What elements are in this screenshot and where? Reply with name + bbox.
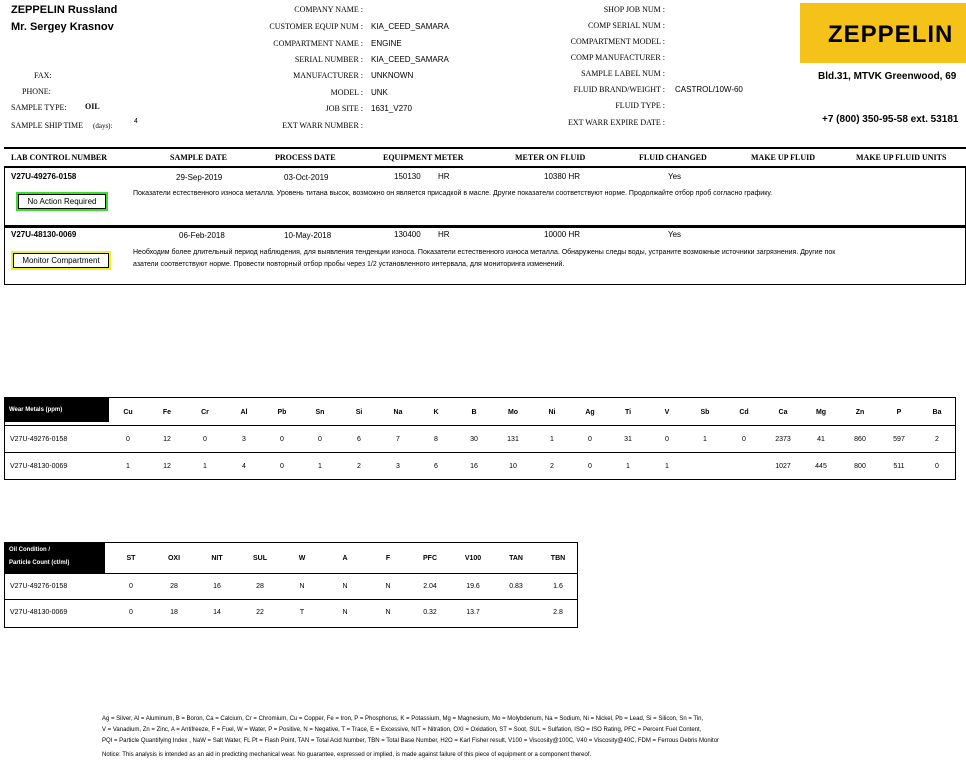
customer-company: ZEPPELIN Russland	[11, 4, 118, 16]
oil-condition-column-header: NIT	[211, 555, 223, 562]
meter-unit: HR	[438, 172, 450, 181]
fluid-changed: Yes	[668, 230, 682, 239]
legend-line: V = Vanadium, Zn = Zinc, A = Antifreeze, F = Fuel, W = Water, P = Positive, N = Negative, T = Trace, E = Excessive, NIT = Nitration, OXI = Oxidation, ST = Soot, SUL = Sulfation, ISO = ISO Rating, PFC = Percent Fuel Content,	[102, 727, 702, 733]
oil-condition-row-id: V27U-48130-0069	[10, 609, 68, 616]
oil-condition-value: N	[342, 609, 348, 616]
wear-metal-value: 0	[588, 436, 592, 443]
wear-metal-value: 2	[550, 463, 554, 470]
meter-on-fluid: 10380 HR	[544, 172, 581, 181]
wear-metal-column-header: Si	[355, 409, 363, 416]
customer-equip-label: CUSTOMER EQUIP NUM :	[269, 22, 363, 31]
wear-metal-value: 1	[703, 436, 707, 443]
legend-line: Ag = Silver, Al = Aluminum, B = Boron, Ca = Calcium, Cr = Chromium, Cu = Copper, Fe = Iron, P = Phosphorus, K = Potassium, Mg = Magnesium, Mo = Molybdenum, Na = Sodium, Ni = Nickel, Pb = Lead, Si = Silicon, Sn = Tin,	[102, 716, 704, 722]
wear-metal-value: 2	[935, 436, 939, 443]
oil-condition-column-header: ST	[126, 555, 136, 562]
wear-metal-column-header: Zn	[855, 409, 865, 416]
wear-metal-value: 12	[163, 436, 171, 443]
wear-metal-column-header: Fe	[162, 409, 172, 416]
wear-metal-value: 0	[280, 463, 284, 470]
oil-condition-value: 2.04	[423, 583, 437, 590]
manufacturer-label: MANUFACTURER :	[293, 71, 363, 80]
oil-condition-value: 0	[129, 609, 133, 616]
compartment-name-label: COMPARTMENT NAME :	[273, 39, 363, 48]
col-make-up-fluid-units: MAKE UP FLUID UNITS	[856, 153, 947, 162]
oil-condition-table	[4, 542, 578, 628]
oil-condition-value: 16	[213, 583, 221, 590]
sample-row	[4, 225, 966, 285]
wear-metal-column-header: Mg	[815, 409, 827, 416]
wear-metal-value: 800	[854, 463, 866, 470]
wear-metal-value: 8	[434, 436, 438, 443]
wear-metal-value: 597	[893, 436, 905, 443]
oil-condition-value: 18	[170, 609, 178, 616]
wear-metal-value: 511	[893, 463, 905, 470]
oil-condition-value: N	[385, 583, 391, 590]
manufacturer-value: UNKNOWN	[371, 71, 414, 80]
table-divider	[5, 452, 955, 453]
oil-condition-value: 19.6	[466, 583, 480, 590]
wear-metal-column-header: Ba	[932, 409, 942, 416]
col-equipment-meter: EQUIPMENT METER	[383, 153, 464, 162]
oil-condition-value: 1.6	[553, 583, 563, 590]
col-lab-number: LAB CONTROL NUMBER	[11, 153, 108, 162]
oil-condition-column-header: A	[342, 555, 348, 562]
oil-condition-value: 28	[256, 583, 264, 590]
wear-metal-value: 3	[396, 463, 400, 470]
oil-condition-title-cell	[5, 543, 105, 573]
wear-metal-column-header: K	[433, 409, 439, 416]
comp-manufacturer-label: COMP MANUFACTURER :	[570, 53, 665, 62]
sample-type-label: SAMPLE TYPE:	[11, 103, 67, 112]
table-divider	[5, 599, 577, 600]
wear-metals-title: Wear Metals (ppm)	[9, 407, 63, 413]
job-site-value: 1631_V270	[371, 104, 412, 113]
equipment-meter: 130400	[394, 230, 421, 239]
wear-metal-column-header: Na	[393, 409, 403, 416]
status-badge: No Action Required	[18, 194, 106, 209]
wear-metal-value: 0	[588, 463, 592, 470]
oil-condition-value: 28	[170, 583, 178, 590]
oil-condition-column-header: OXI	[167, 555, 181, 562]
wear-metal-value: 2	[357, 463, 361, 470]
wear-metal-row-id: V27U-49276-0158	[10, 436, 68, 443]
wear-metal-value: 1	[126, 463, 130, 470]
wear-metal-value: 1027	[775, 463, 791, 470]
wear-metal-value: 6	[434, 463, 438, 470]
wear-metal-column-header: P	[896, 409, 902, 416]
fax-label: FAX:	[34, 71, 52, 80]
sample-comment: Необходим более длительный период наблюдения, для выявления тенденции износа. Показатели естественного износа металла. Обнаружены следы воды, устраните возможные источники загрязнения. Другие пок	[133, 249, 836, 256]
wear-metal-value: 3	[242, 436, 246, 443]
sample-type-value: OIL	[85, 102, 100, 111]
ship-time-value: 4	[134, 118, 138, 125]
wear-metal-value: 0	[935, 463, 939, 470]
job-site-label: JOB SITE :	[325, 104, 363, 113]
wear-metal-column-header: Ag	[585, 409, 595, 416]
sample-date: 29-Sep-2019	[176, 173, 223, 182]
meter-on-fluid: 10000 HR	[544, 230, 581, 239]
phone-label: PHONE:	[22, 87, 51, 96]
sample-comment-continued: азатели соответствуют норме. Провести повторный отбор пробы через 1/2 установленного интервала, для мониторинга изменений.	[133, 261, 565, 268]
compartment-name-value: ENGINE	[371, 39, 402, 48]
fluid-type-label: FLUID TYPE :	[615, 101, 665, 110]
oil-condition-column-header: TBN	[550, 555, 566, 562]
wear-metals-title-cell	[5, 398, 109, 422]
wear-metal-value: 0	[280, 436, 284, 443]
sample-row	[4, 166, 966, 228]
wear-metal-column-header: Sn	[315, 409, 325, 416]
customer-contact: Mr. Sergey Krasnov	[11, 21, 114, 33]
wear-metal-value: 860	[854, 436, 866, 443]
wear-metal-value: 2373	[775, 436, 791, 443]
lab-number: V27U-49276-0158	[11, 172, 77, 181]
oil-condition-column-header: V100	[464, 555, 482, 562]
wear-metal-column-header: Ni	[548, 409, 556, 416]
wear-metal-value: 6	[357, 436, 361, 443]
equipment-meter: 150130	[394, 172, 421, 181]
wear-metal-column-header: Cd	[739, 409, 749, 416]
status-badge: Monitor Compartment	[13, 253, 109, 268]
ext-warr-number-label: EXT WARR NUMBER :	[282, 121, 363, 130]
oil-condition-subtitle: Particle Count (ct/ml)	[9, 560, 70, 566]
wear-metal-value: 1	[203, 463, 207, 470]
process-date: 03-Oct-2019	[284, 173, 329, 182]
wear-metal-value: 131	[507, 436, 519, 443]
wear-metal-value: 30	[470, 436, 478, 443]
sample-label-num-label: SAMPLE LABEL NUM :	[581, 69, 665, 78]
col-fluid-changed: FLUID CHANGED	[639, 153, 707, 162]
wear-metal-value: 1	[665, 463, 669, 470]
ship-time-label: SAMPLE SHIP TIME	[11, 121, 84, 130]
model-label: MODEL :	[330, 88, 363, 97]
logo-text: ZEPPELIN	[828, 21, 954, 48]
wear-metal-value: 10	[509, 463, 517, 470]
wear-metal-value: 445	[815, 463, 827, 470]
oil-condition-value: 0.32	[423, 609, 437, 616]
model-value: UNK	[371, 88, 388, 97]
oil-condition-value: 2.8	[553, 609, 563, 616]
header-divider	[4, 147, 966, 149]
oil-condition-title: Oil Condition /	[9, 547, 50, 553]
compartment-model-label: COMPARTMENT MODEL :	[570, 37, 665, 46]
wear-metal-value: 0	[126, 436, 130, 443]
oil-condition-value: 14	[213, 609, 221, 616]
wear-metal-value: 0	[665, 436, 669, 443]
wear-metals-table	[4, 397, 956, 480]
wear-metal-value: 0	[318, 436, 322, 443]
wear-metal-column-header: B	[471, 409, 477, 416]
process-date: 10-May-2018	[284, 231, 332, 240]
wear-metal-value: 31	[624, 436, 632, 443]
oil-condition-column-header: W	[298, 555, 306, 562]
oil-condition-value: 0	[129, 583, 133, 590]
wear-metal-column-header: V	[664, 409, 670, 416]
oil-condition-column-header: PFC	[423, 555, 437, 562]
fluid-changed: Yes	[668, 172, 682, 181]
wear-metal-column-header: Mo	[507, 409, 519, 416]
col-sample-date: SAMPLE DATE	[170, 153, 227, 162]
wear-metal-value: 1	[550, 436, 554, 443]
col-process-date: PROCESS DATE	[275, 153, 336, 162]
oil-condition-column-header: TAN	[509, 555, 523, 562]
wear-metal-row-id: V27U-48130-0069	[10, 463, 68, 470]
oil-condition-value: N	[299, 583, 305, 590]
phone-number: +7 (800) 350-95-58 ext. 53181	[822, 114, 959, 125]
serial-number-value: KIA_CEED_SAMARA	[371, 55, 449, 64]
col-make-up-fluid: MAKE UP FLUID	[751, 153, 815, 162]
ship-time-unit: (days):	[93, 122, 113, 130]
wear-metal-column-header: Ti	[624, 409, 632, 416]
wear-metal-column-header: Pb	[277, 409, 287, 416]
wear-metal-value: 41	[817, 436, 825, 443]
fluid-brand-value: CASTROL/10W-60	[675, 85, 743, 94]
wear-metal-column-header: Cu	[123, 409, 133, 416]
wear-metal-value: 16	[470, 463, 478, 470]
serial-number-label: SERIAL NUMBER :	[294, 55, 363, 64]
fluid-brand-label: FLUID BRAND/WEIGHT :	[573, 85, 665, 94]
shop-job-label: SHOP JOB NUM :	[603, 5, 665, 14]
wear-metal-column-header: Cr	[201, 409, 209, 416]
wear-metal-value: 0	[742, 436, 746, 443]
oil-condition-value: 0.83	[509, 583, 523, 590]
table-divider	[5, 425, 955, 426]
oil-condition-column-header: F	[385, 555, 391, 562]
oil-condition-value: N	[385, 609, 391, 616]
wear-metal-value: 1	[626, 463, 630, 470]
meter-unit: HR	[438, 230, 450, 239]
zeppelin-logo	[800, 3, 966, 63]
oil-condition-value: 13.7	[466, 609, 480, 616]
wear-metal-value: 12	[163, 463, 171, 470]
table-divider	[5, 573, 577, 574]
comp-serial-label: COMP SERIAL NUM :	[588, 21, 665, 30]
wear-metal-value: 1	[318, 463, 322, 470]
wear-metal-value: 4	[242, 463, 246, 470]
wear-metal-column-header: Sb	[700, 409, 710, 416]
oil-condition-value: 22	[256, 609, 264, 616]
wear-metal-value: 7	[396, 436, 400, 443]
ext-warr-expire-label: EXT WARR EXPIRE DATE :	[567, 118, 665, 127]
wear-metal-column-header: Al	[240, 409, 248, 416]
sample-date: 06-Feb-2018	[179, 231, 225, 240]
customer-equip-value: KIA_CEED_SAMARA	[371, 22, 449, 31]
address: Bld.31, MTVK Greenwood, 69	[818, 71, 957, 82]
wear-metal-value: 0	[203, 436, 207, 443]
legend-line: PQI = Particle Quantifying Index , NaW = Salt Water, FL Pt = Flash Point, TAN = Total Acid Number, TBN = Total Base Number, H2O = Karl Fisher result, V100 = Viscosity@100C, V40 = Viscosity@40C, FDM = Ferrous Debris Monitor	[102, 738, 720, 744]
sample-comment: Показатели естественного износа металла. Уровень титана высок, возможно он является присадкой в масле. Другие показатели соответствуют норме. Продолжайте отбор проб согласно графику.	[133, 190, 773, 197]
col-meter-on-fluid: METER ON FLUID	[515, 153, 586, 162]
oil-condition-row-id: V27U-49276-0158	[10, 583, 68, 590]
wear-metal-column-header: Ca	[778, 409, 788, 416]
lab-number: V27U-48130-0069	[11, 230, 77, 239]
disclaimer-notice: Notice: This analysis is intended as an aid in predicting mechanical wear. No guarantee, expressed or implied, is made against failure of this piece of equipment or a component thereof.	[102, 752, 592, 758]
oil-condition-column-header: SUL	[253, 555, 267, 562]
company-name-label: COMPANY NAME :	[294, 5, 363, 14]
oil-condition-value: N	[342, 583, 348, 590]
oil-condition-value: T	[299, 609, 305, 616]
